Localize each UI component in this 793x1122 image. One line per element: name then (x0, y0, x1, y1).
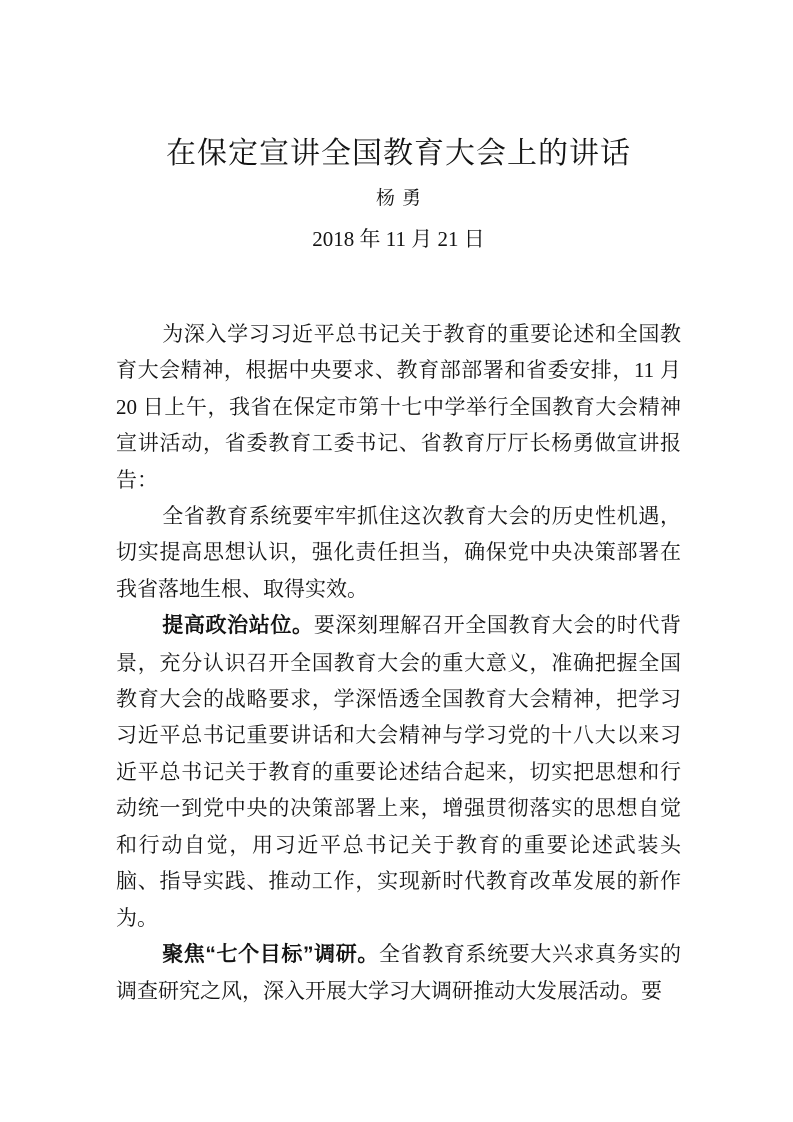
paragraph (116, 316, 681, 498)
paragraph (116, 607, 681, 936)
author-line: 杨勇 (375, 188, 428, 209)
paragraph-text: 为深入学习习近平总书记关于教育的重要论述和全国教育大会精神，根据中央要求、教育部部署和省委安排，11 月 20 日上午，我省在保定市第十七中学举行全国教育大会精神宣讲活动，省委教育工委书记、省教育厅厅长杨勇做宣讲报告： (116, 322, 681, 492)
paragraph-lead-text: 提高政治站位。 (162, 614, 314, 638)
document-body (116, 316, 681, 1010)
paragraph (116, 498, 681, 607)
paragraph-lead-text: 聚焦“七个目标”调研。 (162, 942, 379, 966)
paragraph-text: 全省教育系统要牢牢抓住这次教育大会的历史性机遇，切实提高思想认识，强化责任担当，确保党中央决策部署在我省落地生根、取得实效。 (116, 504, 681, 601)
paragraph-text: 全省教育系统要大兴求真务实的调查研究之风，深入开展大学习大调研推动大发展活动。要 (116, 941, 682, 1004)
date-line: 2018 年 11 月 21 日 (312, 227, 485, 251)
document-title: 在保定宣讲全国教育大会上的讲话 (166, 137, 631, 170)
paragraph-text: 要深刻理解召开全国教育大会的时代背景，充分认识召开全国教育大会的重大意义，准确把握全国教育大会的战略要求，学深悟透全国教育大会精神，把学习习近平总书记重要讲话和大会精神与学习党的十八大以来习近平总书记关于教育的重要论述结合起来，切实把思想和行动统一到党中央的决策部署上来，增强贯彻落实的思想自觉和行动自觉，用习近平总书记关于教育的重要论述武装头脑、指导实践、推动工作，实现新时代教育改革发展的新作为。 (116, 613, 682, 930)
paragraph (116, 936, 681, 1010)
